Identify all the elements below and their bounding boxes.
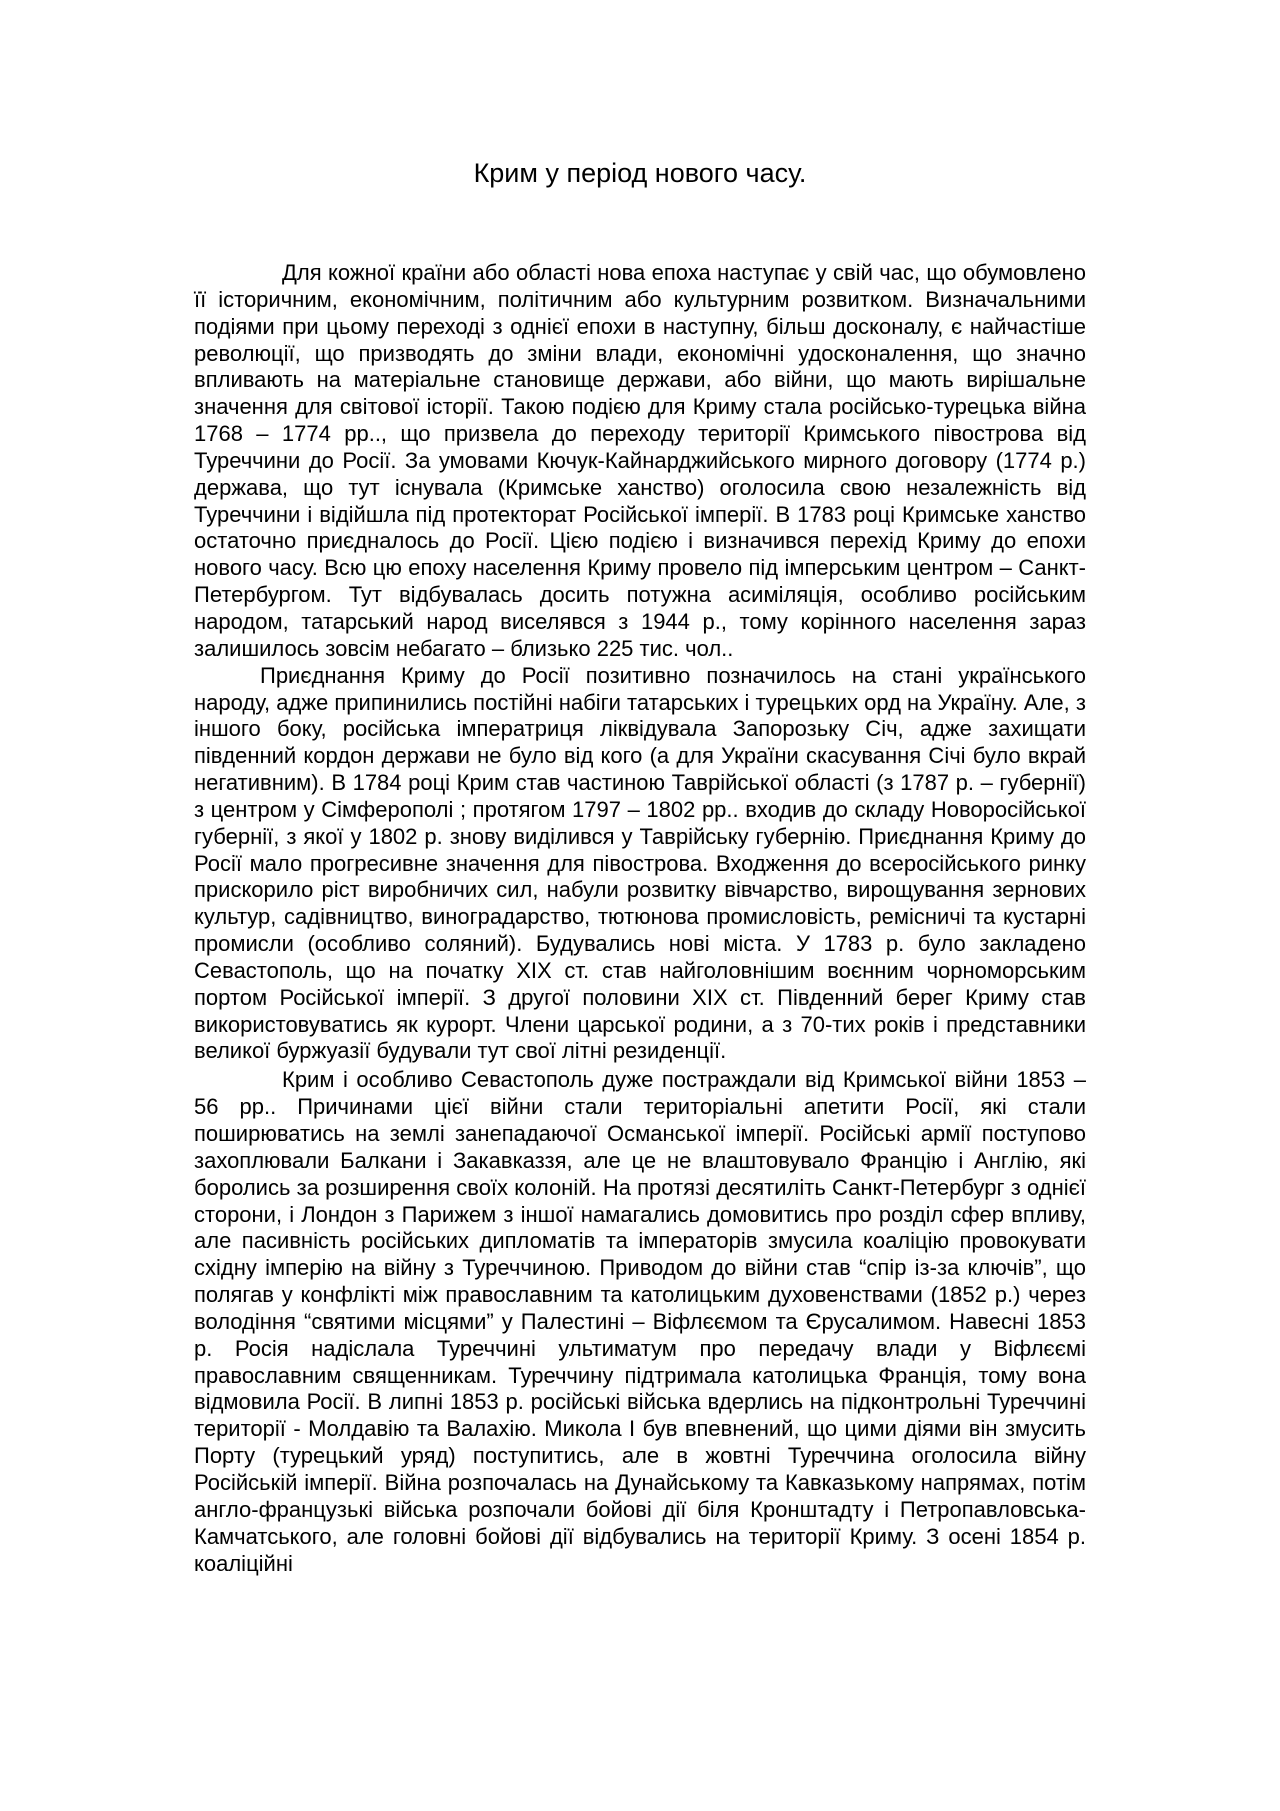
paragraph-3: Крим і особливо Севастополь дуже постраждали від Кримської війни 1853 – 56 рр.. Причинами цієї війни стали територіальні апетити Росії, які стали поширюватись на землі занепадаючої Османської імперії. Російські армії поступово захоплювали Балкани і Закавказзя, але це не влаштовувало Францію і Англію, які боролись за розширення своїх колоній. На протязі десятиліть Санкт-Петербург з однієї сторони, і Лондон з Парижем з іншої намагались домовитись про розділ сфер впливу, але пасивність російських дипломатів та імператорів змусила коаліцію провокувати східну імперію на війну з Туреччиною. Приводом до війни став “спір із-за ключів”, що полягав у конфлікті між православним та католицьким духовенствами (1852 р.) через володіння “святими місцями” у Палестині – Віфлєємом та Єрусалимом. Навесні 1853 р. Росія надіслала Туреччині ультиматум про передачу влади у Віфлєємі православним священникам. Туреччину підтримала католицька Франція, тому вона відмовила Росії. В липні 1853 р. російські війська вдерлись на підконтрольні Туреччині території - Молдавію та Валахію. Микола I був впевнений, що цими діями він змусить Порту (турецький уряд) поступитись, але в жовтні Туреччина оголосила війну Російській імперії. Війна розпочалась на Дунайському та Кавказькому напрямах, потім англо-французькі війська розпочали бойові дії біля Кронштадту і Петропавловська-Камчатського, але головні бойові дії відбувались на території Криму. З осені 1854 р. коаліційні (194, 1067, 1086, 1576)
document-body (194, 260, 1086, 1577)
paragraph-1: Для кожної країни або області нова епоха наступає у свій час, що обумовлено її історичним, економічним, політичним або культурним розвитком. Визначальними подіями при цьому переході з однієї епохи в наступну, більш досконалу, є найчастіше революції, що призводять до зміни влади, економічні удосконалення, що значно впливають на матеріальне становище держави, або війни, що мають вирішальне значення для світової історії. Такою подією для Криму стала російсько-турецька війна 1768 – 1774 рр.., що призвела до переходу території Кримського півострова від Туреччини до Росії. За умовами Кючук-Кайнарджийського мирного договору (1774 р.) держава, що тут існувала (Кримське ханство) оголосила свою незалежність від Туреччини і відійшла під протекторат Російської імперії. В 1783 році Кримське ханство остаточно приєдналось до Росії. Цією подією і визначився перехід Криму до епохи нового часу. Всю цю епоху населення Криму провело під імперським центром – Санкт-Петербургом. Тут відбувалась досить потужна асиміляція, особливо російським народом, татарський народ виселявся з 1944 р., тому корінного населення зараз залишилось зовсім небагато – близько 225 тис. чол.. (194, 260, 1086, 661)
page-title: Крим у період нового часу. (473, 158, 807, 188)
paragraph-2: Приєднання Криму до Росії позитивно позначилось на стані українського народу, адже припинились постійні набіги татарських і турецьких орд на Україну. Але, з іншого боку, російська імператриця ліквідувала Запорозьку Січ, адже захищати південний кордон держави не було від кого (а для України скасування Січі було вкрай негативним). В 1784 році Крим став частиною Таврійської області (з 1787 р. – губернії) з центром у Сімферополі ; протягом 1797 – 1802 рр.. входив до складу Новоросійської губернії, з якої у 1802 р. знову виділився у Таврійську губернію. Приєднання Криму до Росії мало прогресивне значення для півострова. Входження до всеросійського ринку прискорило ріст виробничих сил, набули розвитку вівчарство, вирощування зернових культур, садівництво, виноградарство, тютюнова промисловість, ремісничі та кустарні промисли (особливо соляний). Будувались нові міста. У 1783 р. було закладено Севастополь, що на початку XIX ст. став найголовнішим воєнним чорноморським портом Російської імперії. З другої половини XIX ст. Південний берег Криму став використовуватись як курорт. Члени царської родини, а з 70-тих років і представники великої буржуазії будували тут свої літні резиденції. (194, 662, 1086, 1064)
